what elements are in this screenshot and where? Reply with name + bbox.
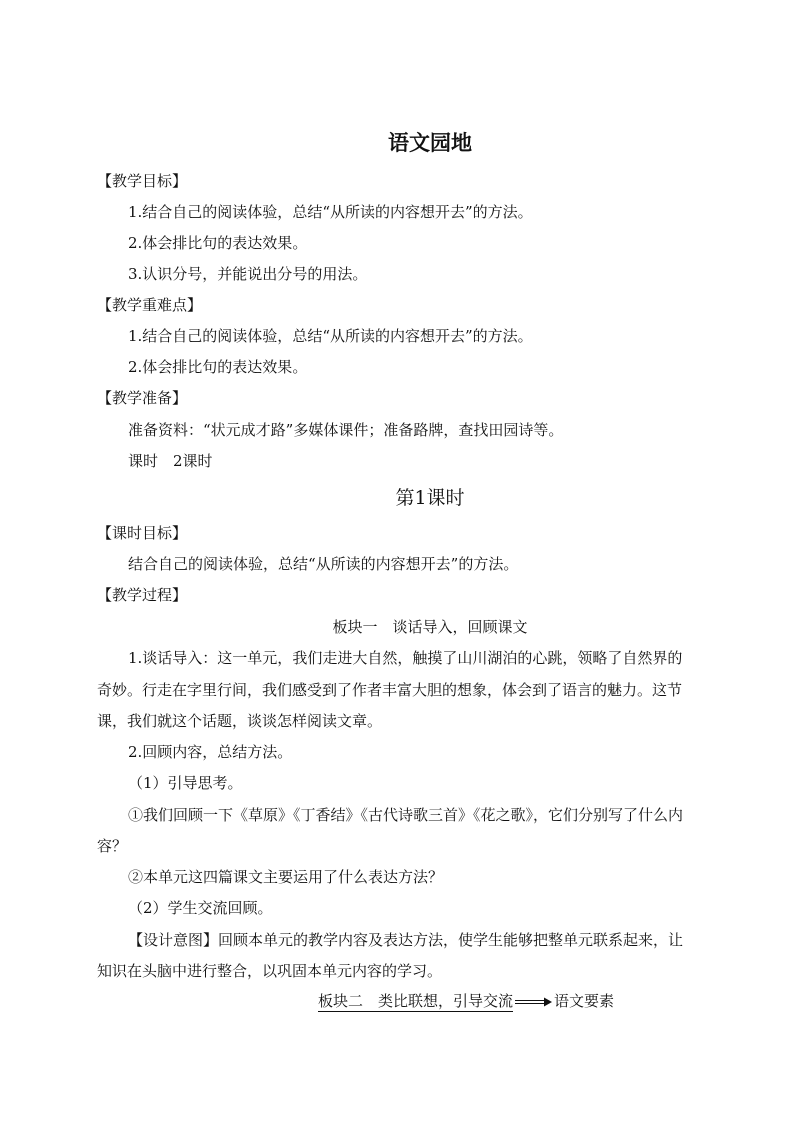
section-heading-preparation: 【教学准备】: [97, 389, 188, 407]
section-heading-lesson-goal: 【课时目标】: [97, 524, 188, 542]
lesson-goal-text: 结合自己的阅读体验，总结“从所读的内容想开去”的方法。: [128, 555, 519, 573]
page-title: 语文园地: [388, 130, 472, 155]
section-heading-key-points: 【教学重难点】: [97, 296, 203, 314]
paragraph-intro-line-3: 课，我们就这个话题，谈谈怎样阅读文章。: [97, 712, 383, 730]
preparation-materials: 准备资料：“状元成才路”多媒体课件；准备路牌，查找田园诗等。: [128, 421, 564, 439]
step-student-review: （2）学生交流回顾。: [128, 899, 273, 917]
section-heading-process: 【教学过程】: [97, 586, 188, 604]
design-intent-line-1: 【设计意图】回顾本单元的教学内容及表达方法，使学生能够把整单元联系起来，让: [128, 931, 684, 949]
key-item-2: 2.体会排比句的表达效果。: [128, 358, 308, 376]
double-arrow-icon: [515, 997, 553, 1007]
paragraph-review: 2.回顾内容，总结方法。: [128, 743, 293, 761]
block-two-title: 板块二 类比联想，引导交流: [318, 992, 514, 1010]
block-one-heading: 板块一 谈话导入，回顾课文: [332, 618, 528, 636]
block-two-heading: [318, 990, 614, 1012]
key-item-1: 1.结合自己的阅读体验，总结“从所读的内容想开去”的方法。: [128, 327, 533, 345]
section-heading-goals: 【教学目标】: [97, 172, 188, 190]
question-2: ②本单元这四篇课文主要运用了什么表达方法？: [128, 868, 444, 886]
lesson-title: 第1课时: [395, 487, 465, 509]
paragraph-intro-line-1: 1.谈话导入：这一单元，我们走进大自然，触摸了山川湖泊的心跳，领略了自然界的: [128, 649, 683, 667]
step-guide-thinking: （1）引导思考。: [128, 774, 243, 792]
question-1-line-2: 容？: [97, 837, 128, 855]
goal-item-3: 3.认识分号，并能说出分号的用法。: [128, 265, 368, 283]
lesson-hours: 课时 2课时: [128, 452, 213, 470]
block-two-tag: 语文要素: [554, 992, 615, 1010]
design-intent-line-2: 知识在头脑中进行整合，以巩固本单元内容的学习。: [97, 962, 443, 980]
question-1-line-1: ①我们回顾一下《草原》《丁香结》《古代诗歌三首》《花之歌》，它们分别写了什么内: [128, 806, 684, 824]
goal-item-1: 1.结合自己的阅读体验，总结“从所读的内容想开去”的方法。: [128, 203, 533, 221]
paragraph-intro-line-2: 奇妙。行走在字里行间，我们感受到了作者丰富大胆的想象，体会到了语言的魅力。这节: [97, 681, 683, 699]
goal-item-2: 2.体会排比句的表达效果。: [128, 234, 308, 252]
